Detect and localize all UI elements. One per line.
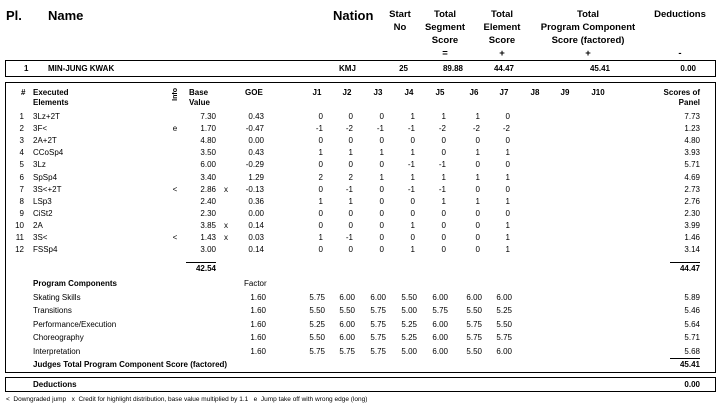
element-goe: -0.13 [245,184,264,194]
element-judge-2: 0 [348,245,353,255]
element-score: 3.14 [684,245,700,255]
judge-header-4: J4 [404,88,414,97]
element-judge-3: 0 [379,220,384,230]
element-code: 3F< [33,124,48,134]
element-code: 2A+2T [33,136,57,146]
component-judge-3: 5.75 [370,306,386,316]
element-judge-5: 0 [441,220,446,230]
element-judge-5: 1 [441,112,446,121]
element-base-value: 2.30 [200,208,216,218]
element-judge-1: 0 [318,245,323,255]
element-judge-3: 0 [379,136,384,146]
col-goe: GOE [245,88,263,97]
element-base-value: 4.80 [200,136,216,146]
deductions-value: 0.00 [684,380,700,389]
element-info: < [172,184,178,194]
component-judge-7: 5.25 [496,306,512,316]
element-number: 8 [19,196,24,206]
element-judge-6: 0 [475,136,480,146]
element-judge-1: 0 [318,160,323,170]
element-score: 1.46 [684,233,700,242]
header-nation: Nation [333,8,374,23]
element-code: 3S<+2T [33,184,62,194]
header-total-segment-score: Total Segment Score = [424,9,466,59]
element-base-value: 7.30 [200,112,216,121]
header-total-element-score: Total Element Score + [483,9,521,59]
component-row [0,332,720,344]
element-judge-7: 0 [505,136,510,146]
element-judge-3: 0 [379,245,384,255]
element-goe: 0.43 [248,112,264,121]
element-judge-5: 0 [441,245,446,255]
col-base-value: Base Value [189,88,210,107]
component-factor: 1.60 [250,333,266,343]
element-goe: 1.29 [248,172,264,182]
base-value-total-line [186,262,216,263]
component-judge-7: 6.00 [496,346,512,356]
col-info: Info [172,88,179,101]
element-judge-4: 1 [410,245,415,255]
skater-nation: KMJ [339,64,356,73]
element-goe: 0.43 [248,148,264,158]
element-base-value: 2.86 [200,184,216,194]
judge-header-5: J5 [435,88,445,97]
element-judge-6: 1 [475,112,480,121]
element-judge-7: 0 [505,208,510,218]
element-judge-1: 0 [318,208,323,218]
element-number: 3 [19,136,24,146]
element-judge-2: 0 [348,160,353,170]
element-row [0,244,720,256]
element-score: 2.76 [684,196,700,206]
component-judge-6: 5.50 [466,306,482,316]
element-score: 3.93 [684,148,700,158]
element-number: 5 [19,160,24,170]
element-judge-6: 0 [475,160,480,170]
element-score: 2.73 [684,184,700,194]
element-judge-2: 0 [348,208,353,218]
component-score: 5.46 [684,306,700,316]
header-pl: Pl. [6,8,22,23]
element-goe: 0.14 [248,220,264,230]
element-judge-3: 0 [379,196,384,206]
pc-total-line [670,358,700,359]
element-code: CCoSp4 [33,148,64,158]
component-row [0,319,720,331]
component-factor: 1.60 [250,306,266,316]
element-judge-4: 0 [410,136,415,146]
element-number: 11 [15,233,24,242]
element-number: 6 [19,172,24,182]
element-judge-4: 1 [410,148,415,158]
skater-rank: 1 [24,64,29,73]
component-judge-2: 6.00 [339,319,355,329]
element-judge-4: -1 [407,124,415,134]
judge-header-7: J7 [499,88,509,97]
element-judge-1: 1 [318,196,323,206]
element-judge-6: 0 [475,220,480,230]
element-judge-3: 0 [379,160,384,170]
element-judge-4: 1 [410,112,415,121]
skater-total-segment-score: 89.88 [442,64,463,73]
element-bonus-mark: x [224,220,228,230]
element-goe: 0.03 [248,233,264,242]
element-score: 4.80 [684,136,700,146]
pc-total-value: 45.41 [679,360,700,369]
component-judge-4: 5.25 [401,319,417,329]
component-name: Transitions [33,306,72,316]
element-judge-5: 0 [441,208,446,218]
element-judge-1: 0 [318,184,323,194]
component-row [0,305,720,317]
element-row [0,184,720,196]
component-name: Skating Skills [33,293,81,302]
element-judge-6: 0 [475,184,480,194]
component-judge-1: 5.50 [309,306,325,316]
component-judge-3: 6.00 [370,293,386,302]
element-info: e [172,124,178,134]
component-score: 5.71 [684,333,700,343]
element-row [0,159,720,171]
element-judge-5: 0 [441,233,446,242]
element-judge-6: 0 [475,233,480,242]
skater-start-no: 25 [399,64,408,73]
component-judge-7: 6.00 [496,293,512,302]
header-total-program-component-score: Total Program Component Score (factored) + [540,9,636,59]
element-row [0,123,720,135]
element-base-value: 1.43 [200,233,216,242]
element-score: 4.69 [684,172,700,182]
element-judge-1: 2 [318,172,323,182]
element-judge-4: 1 [410,172,415,182]
col-executed-elements: Executed Elements [33,88,69,107]
element-row [0,111,720,123]
element-row [0,135,720,147]
judge-header-8: J8 [530,88,540,97]
element-number: 12 [15,245,24,255]
element-judge-7: 1 [505,220,510,230]
element-code: LSp3 [33,196,52,206]
component-judge-6: 5.50 [466,346,482,356]
element-info: < [172,233,178,242]
element-judge-7: 1 [505,233,510,242]
judge-header-2: J2 [342,88,352,97]
col-scores-of-panel: Scores of Panel [663,88,700,107]
element-judge-3: 1 [379,172,384,182]
footnote: < Downgraded jump x Credit for highlight distribution, base value multiplied by 1.1 e Jump take off with wrong edge (long) [6,396,368,403]
element-judge-3: 0 [379,112,384,121]
component-judge-4: 5.00 [401,306,417,316]
element-judge-7: 0 [505,112,510,121]
element-judge-2: 1 [348,196,353,206]
element-score-total-line [670,262,700,263]
element-judge-3: 1 [379,148,384,158]
element-row [0,147,720,159]
element-judge-7: 0 [505,184,510,194]
header-name: Name [48,8,84,23]
element-judge-1: 1 [318,233,323,242]
element-judge-6: 0 [475,208,480,218]
element-number: 1 [19,112,24,121]
element-judge-7: 1 [505,245,510,255]
judge-header-9: J9 [560,88,570,97]
element-judge-7: 0 [505,160,510,170]
component-factor: 1.60 [250,346,266,356]
element-judge-7: 1 [505,196,510,206]
skater-total-pcs: 45.41 [589,64,610,73]
element-judge-2: 0 [348,112,353,121]
element-goe: 0.14 [248,245,264,255]
component-judge-7: 5.75 [496,333,512,343]
component-score: 5.64 [684,319,700,329]
element-number: 10 [15,220,24,230]
pc-header-factor: Factor [244,279,267,288]
skater-deductions: 0.00 [680,64,696,73]
element-row [0,196,720,208]
element-score-total: 44.47 [679,264,700,273]
element-judge-5: -1 [438,160,446,170]
component-factor: 1.60 [250,319,266,329]
element-judge-6: 1 [475,172,480,182]
element-judge-2: -1 [345,233,353,242]
element-code: FSSp4 [33,245,58,255]
element-judge-5: 0 [441,136,446,146]
component-factor: 1.60 [250,293,266,302]
component-judge-4: 5.25 [401,333,417,343]
element-judge-6: 0 [475,245,480,255]
element-judge-5: 0 [441,148,446,158]
component-judge-2: 6.00 [339,333,355,343]
element-judge-4: -1 [407,184,415,194]
element-score: 7.73 [684,112,700,121]
judge-header-1: J1 [312,88,322,97]
element-number: 2 [19,124,24,134]
pc-header-label: Program Components [33,279,118,288]
element-judge-3: 0 [379,208,384,218]
component-judge-4: 5.50 [401,293,417,302]
element-goe: 0.00 [248,208,264,218]
element-score: 5.71 [684,160,700,170]
element-judge-2: 1 [348,148,353,158]
element-bonus-mark: x [224,184,228,194]
element-code: CiSt2 [33,208,53,218]
element-row [0,208,720,220]
component-row [0,292,720,304]
element-code: 2A [33,220,43,230]
element-base-value: 1.70 [200,124,216,134]
element-goe: -0.47 [245,124,264,134]
element-judge-1: 0 [318,220,323,230]
component-judge-5: 5.75 [432,306,448,316]
element-judge-4: 1 [410,220,415,230]
element-base-value: 3.85 [200,220,216,230]
element-goe: 0.00 [248,136,264,146]
component-judge-2: 5.50 [339,306,355,316]
element-judge-3: -1 [376,124,384,134]
element-judge-6: 1 [475,148,480,158]
header-deductions: Deductions - [654,9,706,59]
component-judge-5: 6.00 [432,346,448,356]
component-judge-1: 5.75 [309,293,325,302]
pc-total-label: Judges Total Program Component Score (factored) [33,360,228,369]
element-judge-2: 0 [348,220,353,230]
element-number: 9 [19,208,24,218]
component-judge-2: 5.75 [339,346,355,356]
element-judge-1: 1 [318,148,323,158]
element-number: 4 [19,148,24,158]
deductions-box [5,377,716,392]
component-judge-4: 5.00 [401,346,417,356]
element-judge-3: 0 [379,233,384,242]
component-judge-1: 5.75 [309,346,325,356]
skater-total-element-score: 44.47 [493,64,514,73]
element-judge-2: -2 [345,124,353,134]
element-number: 7 [19,184,24,194]
element-base-value: 2.40 [200,196,216,206]
element-score: 2.30 [684,208,700,218]
component-name: Choreography [33,333,84,343]
element-base-value: 3.00 [200,245,216,255]
element-judge-4: 0 [410,233,415,242]
element-judge-5: 1 [441,172,446,182]
element-judge-1: 0 [318,112,323,121]
element-score: 1.23 [684,124,700,134]
component-judge-6: 5.75 [466,319,482,329]
element-code: 3S< [33,233,48,242]
element-goe: 0.36 [248,196,264,206]
element-judge-4: 0 [410,196,415,206]
component-row [0,346,720,358]
header-start-no: Start No [389,9,411,33]
element-judge-7: 1 [505,172,510,182]
element-judge-3: 0 [379,184,384,194]
element-judge-1: -1 [315,124,323,134]
component-score: 5.68 [684,346,700,356]
element-judge-4: 0 [410,208,415,218]
component-judge-5: 6.00 [432,333,448,343]
element-judge-7: 1 [505,148,510,158]
element-judge-2: -1 [345,184,353,194]
component-judge-5: 6.00 [432,319,448,329]
element-code: 3Lz [33,160,46,170]
component-judge-6: 6.00 [466,293,482,302]
element-goe: -0.29 [245,160,264,170]
judge-header-10: J10 [591,88,605,97]
element-row [0,220,720,232]
element-judge-6: -2 [472,124,480,134]
element-judge-2: 0 [348,136,353,146]
element-judge-5: -2 [438,124,446,134]
component-judge-3: 5.75 [370,319,386,329]
component-score: 5.89 [684,293,700,302]
element-judge-5: -1 [438,184,446,194]
judge-header-6: J6 [469,88,479,97]
element-row [0,232,720,244]
component-judge-5: 6.00 [432,293,448,302]
element-bonus-mark: x [224,233,228,242]
deductions-label: Deductions [33,380,77,389]
element-base-value: 3.50 [200,148,216,158]
element-judge-2: 2 [348,172,353,182]
component-name: Interpretation [33,346,81,356]
element-base-value: 6.00 [200,160,216,170]
element-judge-1: 0 [318,136,323,146]
component-name: Performance/Execution [33,319,117,329]
element-code: 3Lz+2T [33,112,60,121]
element-judge-7: -2 [502,124,510,134]
judge-header-3: J3 [373,88,383,97]
element-judge-5: 1 [441,196,446,206]
component-judge-6: 5.75 [466,333,482,343]
skater-name: MIN-JUNG KWAK [48,64,115,73]
component-judge-1: 5.50 [309,333,325,343]
element-score: 3.99 [684,220,700,230]
col-num: # [21,88,26,97]
base-value-total: 42.54 [195,264,216,273]
component-judge-2: 6.00 [339,293,355,302]
component-judge-3: 5.75 [370,333,386,343]
element-judge-6: 1 [475,196,480,206]
component-judge-1: 5.25 [309,319,325,329]
element-code: SpSp4 [33,172,58,182]
element-row [0,172,720,184]
element-base-value: 3.40 [200,172,216,182]
component-judge-3: 5.75 [370,346,386,356]
element-judge-4: -1 [407,160,415,170]
component-judge-7: 5.50 [496,319,512,329]
